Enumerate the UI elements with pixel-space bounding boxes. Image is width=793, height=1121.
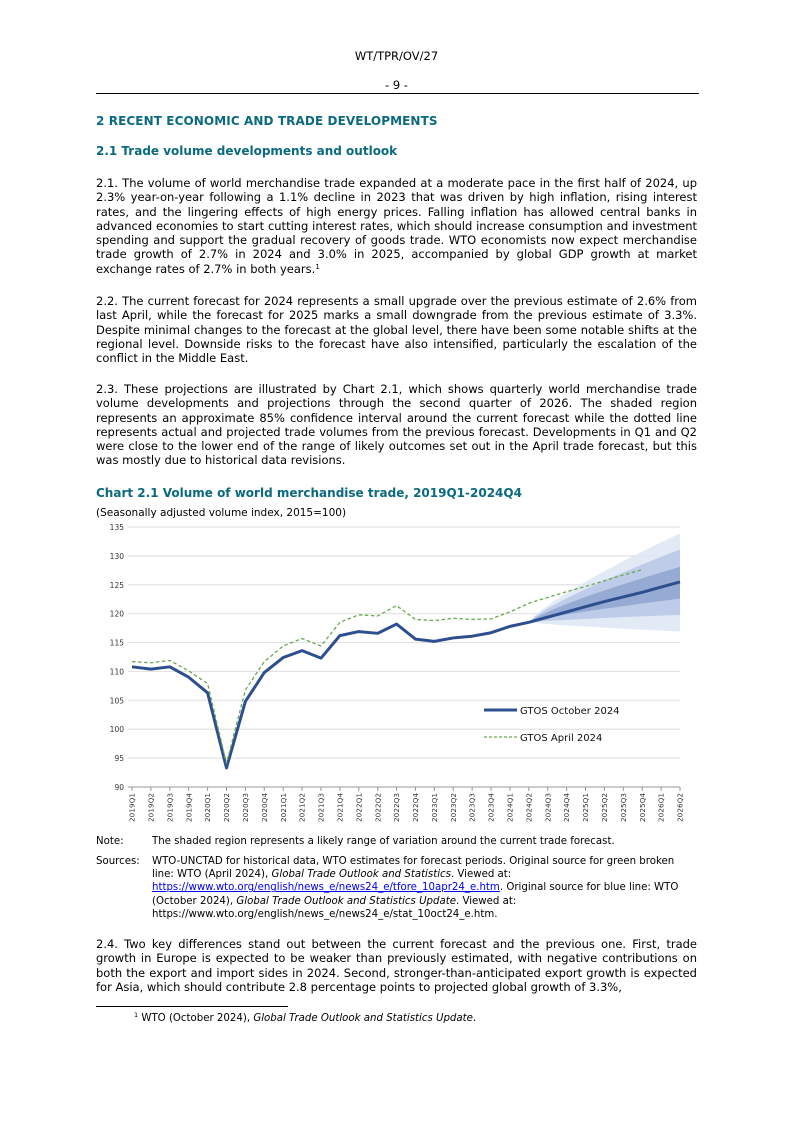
sources-text-3: . Original source for blue line: WTO (October 2024), [152,882,679,907]
y-tick-label: 125 [109,580,124,590]
footnote-text: WTO (October 2024), [141,1013,254,1024]
chart-title: Chart 2.1 Volume of world merchandise trade, 2019Q1-2024Q4 [96,486,522,500]
x-tick-label: 2024Q3 [543,793,553,822]
page-number: - 9 - [385,78,408,92]
x-tick-label: 2020Q1 [203,793,213,822]
x-tick-label: 2022Q4 [411,793,421,822]
footnote [134,1013,476,1024]
x-tick-label: 2026Q2 [675,793,685,822]
axes [110,523,685,822]
sources-title-april: Global Trade Outlook and Statistics [271,869,451,881]
confidence-band-outer [529,533,680,631]
x-tick-label: 2021Q1 [278,793,288,822]
x-tick-label: 2019Q3 [165,793,175,822]
footnote-number: 1 [134,1011,139,1019]
sources-title-october: Global Trade Outlook and Statistics Update [236,895,456,907]
chart-subtitle: (Seasonally adjusted volume index, 2015=100) [96,507,347,519]
legend-label: GTOS October 2024 [520,706,620,717]
paragraph-text: 2.1. The volume of world merchandise trade expanded at a moderate pace in the first half of 2024, up 2.3% year-on-year following a 1.1% decline in 2023 that was driven by high inflation, rising interest rates, and the lingering effects of high energy prices. Falling inflation has allowed central banks in advanced economies to start cutting interest rates, which should increase consumption and investment spending and support the gradual recovery of goods trade. WTO economists now expect merchandise trade growth of 2.7% in 2024 and 3.0% in 2025, accompanied by global GDP growth at market exchange rates of 2.7% in both years. [96,176,697,276]
x-tick-label: 2021Q2 [297,793,307,822]
x-tick-label: 2019Q4 [184,793,194,822]
x-tick-label: 2025Q2 [600,793,610,822]
sources-link-april[interactable]: https://www.wto.org/english/news_e/news24_e/tfore_10apr24_e.htm [152,882,500,894]
x-tick-label: 2023Q2 [448,793,458,822]
paragraph-2-1 [96,176,697,276]
x-tick-label: 2026Q1 [656,793,666,822]
x-tick-label: 2025Q4 [637,793,647,822]
series [132,570,680,768]
footnote-end: . [472,1013,477,1024]
x-tick-label: 2020Q3 [240,793,250,822]
legend-label: GTOS April 2024 [520,733,603,744]
y-tick-label: 115 [109,638,124,648]
x-tick-label: 2022Q3 [392,793,402,822]
y-tick-label: 90 [114,783,124,792]
sources-text-1: WTO-UNCTAD for historical data, WTO estimates for forecast periods. Original source for green broken line: WTO (April 2024), [152,856,675,881]
x-tick-label: 2022Q1 [354,793,364,822]
paragraph-2-2: 2.2. The current forecast for 2024 represents a small upgrade over the previous estimate of 2.6% from last April, while the forecast for 2025 marks a small downgrade from the previous estimate of 3.3%. Despite minimal changes to the forecast at the global level, there have been some notable shifts at the regional level. Downside risks to the forecast have also intensified, particularly the escalation of the conflict in the Middle East. [96,294,697,366]
y-tick-label: 135 [109,523,124,532]
x-tick-label: 2020Q4 [259,793,269,822]
header-divider [96,93,699,94]
x-tick-label: 2019Q1 [127,793,137,822]
confidence-band-inner [529,567,680,622]
gridlines [128,527,680,758]
x-tick-label: 2022Q2 [373,793,383,822]
x-tick-label: 2019Q2 [146,793,156,822]
x-tick-label: 2020Q2 [222,793,232,822]
section-heading: 2 RECENT ECONOMIC AND TRADE DEVELOPMENTS [96,114,438,128]
sources-label: Sources: [96,856,140,867]
x-tick-label: 2023Q3 [467,793,477,822]
x-tick-label: 2024Q1 [505,793,515,822]
x-tick-label: 2025Q1 [581,793,591,822]
footnote-divider [96,1006,288,1007]
y-tick-label: 130 [109,551,124,561]
y-tick-label: 100 [109,725,124,735]
x-tick-label: 2023Q4 [486,793,496,822]
y-tick-label: 120 [109,609,124,619]
series-line-gtos-october-2024 [132,582,680,768]
subsection-heading: 2.1 Trade volume developments and outlook [96,144,398,158]
confidence-bands [529,533,680,631]
confidence-band-middle [529,550,680,623]
x-tick-label: 2024Q2 [524,793,534,822]
x-tick-label: 2021Q4 [335,793,345,822]
x-tick-label: 2024Q4 [562,793,572,822]
x-tick-label: 2025Q3 [618,793,628,822]
paragraph-2-4: 2.4. Two key differences stand out between the current forecast and the previous one. First, trade growth in Europe is expected to be weaker than previously estimated, with negative contributions on both the export and import sides in 2024. Second, stronger-than-anticipated export growth is expected for Asia, which should contribute 2.8 percentage points to projected global growth of 3.3%, [96,937,697,994]
legend [484,706,620,744]
document-id: WT/TPR/OV/27 [354,49,439,63]
footnote-ref[interactable]: 1 [315,262,320,271]
note-label: Note: [96,836,124,847]
x-tick-label: 2023Q1 [429,793,439,822]
y-tick-label: 110 [109,667,124,677]
series-line-gtos-april-2024 [132,570,642,764]
sources-text [152,855,697,921]
y-tick-label: 105 [109,696,124,706]
footnote-title: Global Trade Outlook and Statistics Update [253,1013,473,1024]
paragraph-2-3: 2.3. These projections are illustrated by Chart 2.1, which shows quarterly world merchandise trade volume developments and projections through the second quarter of 2026. The shaded region represents an approximate 85% confidence interval around the current forecast while the dotted line represents actual and projected trade volumes from the previous forecast. Developments in Q1 and Q2 were close to the lower end of the range of likely outcomes set out in the April trade forecast, but this was mostly due to historical data revisions. [96,382,697,468]
sources-text-2: . Viewed at: [450,869,512,881]
note-text: The shaded region represents a likely range of variation around the current trade forecast. [152,836,615,847]
y-tick-label: 95 [114,754,124,764]
x-tick-label: 2021Q3 [316,793,326,822]
sources-text-4: . Viewed at: https://www.wto.org/english/news_e/news24_e/stat_10oct24_e.htm. [152,895,517,920]
